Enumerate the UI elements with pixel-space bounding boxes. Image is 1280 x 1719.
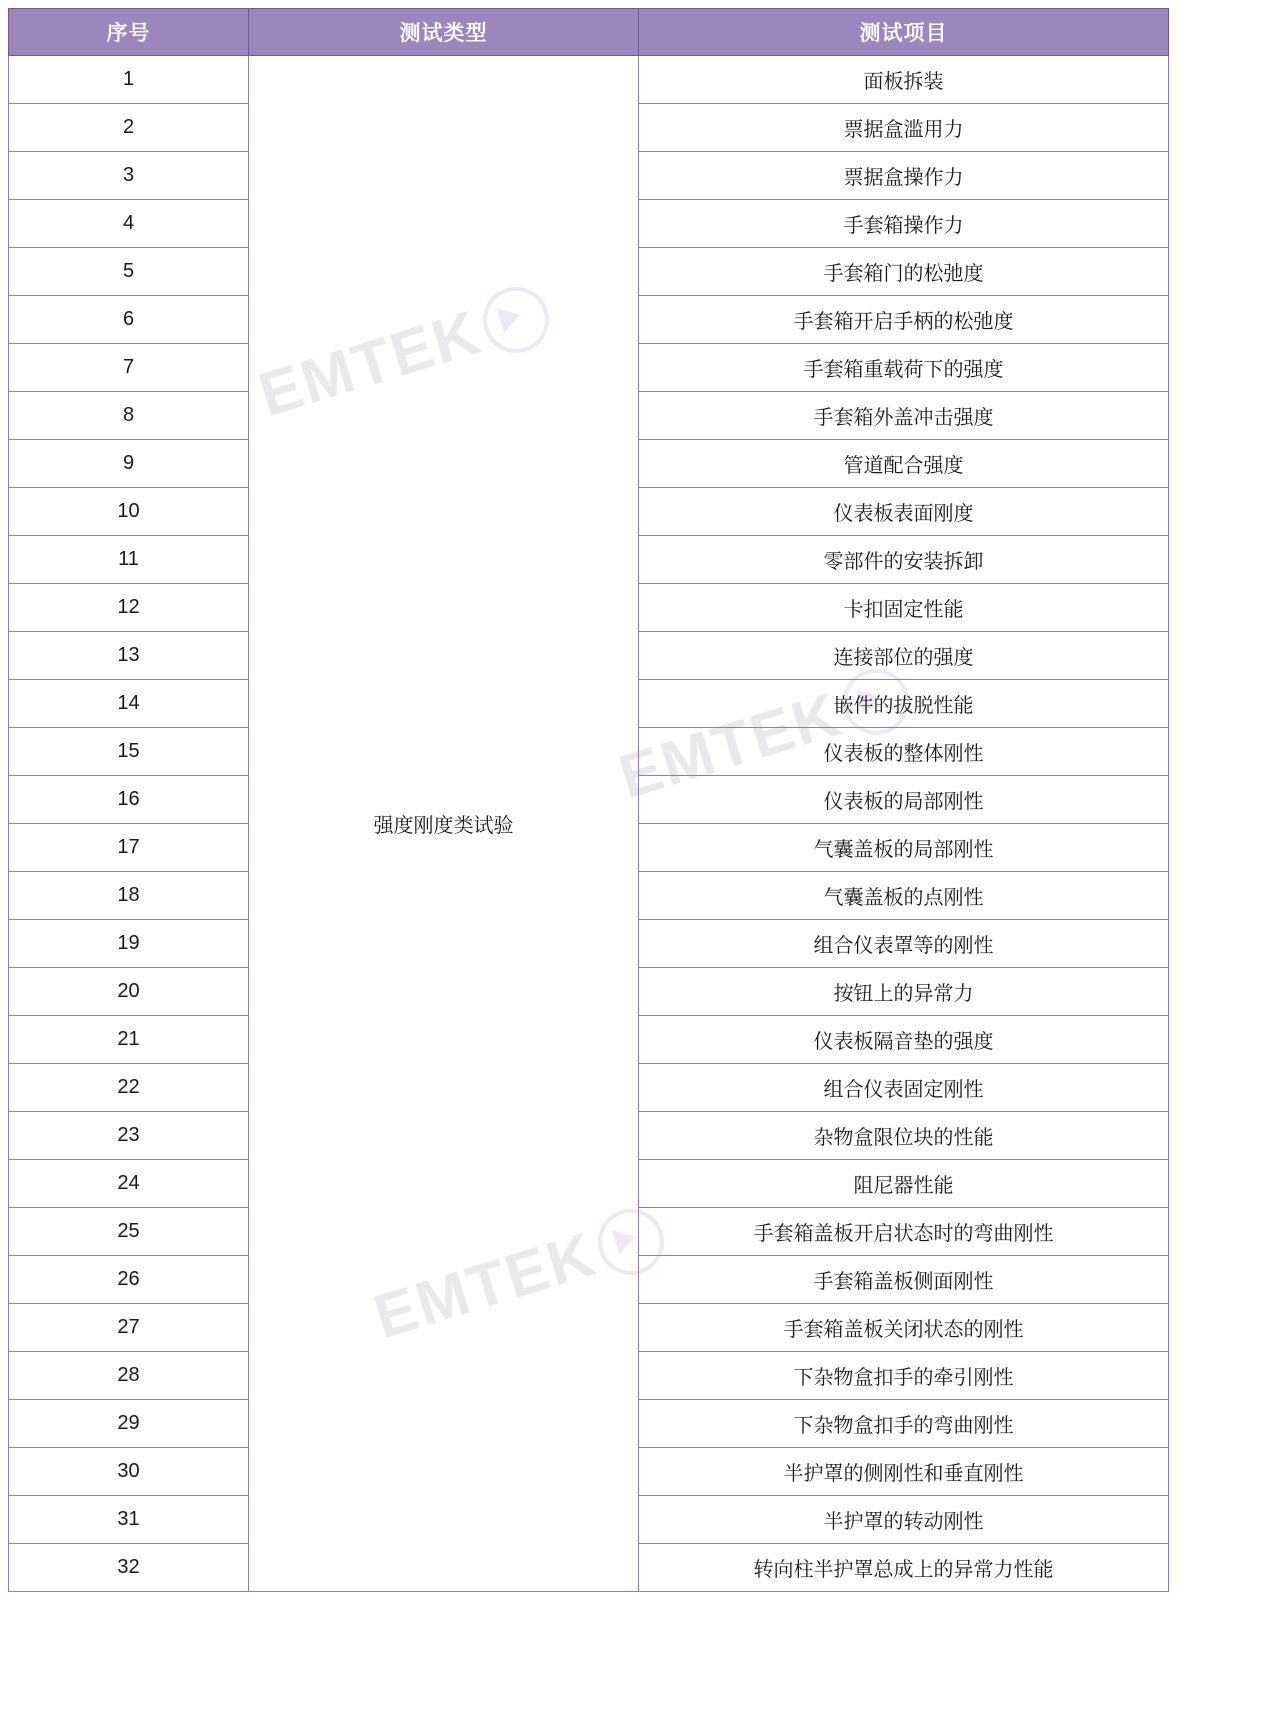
cell-no: 24	[9, 1160, 249, 1208]
cell-no: 11	[9, 536, 249, 584]
cell-test-item: 票据盒操作力	[639, 152, 1169, 200]
cell-test-item: 仪表板表面刚度	[639, 488, 1169, 536]
cell-test-item: 管道配合强度	[639, 440, 1169, 488]
cell-test-type: 强度刚度类试验	[249, 56, 639, 1592]
cell-test-item: 手套箱盖板开启状态时的弯曲刚性	[639, 1208, 1169, 1256]
cell-no: 14	[9, 680, 249, 728]
cell-test-item: 仪表板的整体刚性	[639, 728, 1169, 776]
cell-no: 10	[9, 488, 249, 536]
cell-test-item: 手套箱开启手柄的松弛度	[639, 296, 1169, 344]
cell-no: 5	[9, 248, 249, 296]
table-body	[9, 56, 1169, 1592]
cell-test-item: 手套箱外盖冲击强度	[639, 392, 1169, 440]
cell-test-item: 转向柱半护罩总成上的异常力性能	[639, 1544, 1169, 1592]
watermark-text: EMTEK	[251, 297, 489, 431]
cell-no: 19	[9, 920, 249, 968]
cell-no: 21	[9, 1016, 249, 1064]
cell-test-item: 连接部位的强度	[639, 632, 1169, 680]
cell-no: 27	[9, 1304, 249, 1352]
cell-test-item: 手套箱门的松弛度	[639, 248, 1169, 296]
table-row	[9, 56, 1169, 104]
cell-test-item: 票据盒滥用力	[639, 104, 1169, 152]
cell-test-item: 阻尼器性能	[639, 1160, 1169, 1208]
cell-test-item: 嵌件的拔脱性能	[639, 680, 1169, 728]
cell-no: 17	[9, 824, 249, 872]
cell-test-item: 组合仪表罩等的刚性	[639, 920, 1169, 968]
cell-test-item: 手套箱操作力	[639, 200, 1169, 248]
cell-no: 12	[9, 584, 249, 632]
cell-no: 22	[9, 1064, 249, 1112]
cell-no: 15	[9, 728, 249, 776]
cell-test-item: 按钮上的异常力	[639, 968, 1169, 1016]
cell-no: 31	[9, 1496, 249, 1544]
cell-test-item: 杂物盒限位块的性能	[639, 1112, 1169, 1160]
cell-no: 20	[9, 968, 249, 1016]
cell-no: 16	[9, 776, 249, 824]
cell-test-item: 手套箱盖板侧面刚性	[639, 1256, 1169, 1304]
cell-test-item: 仪表板隔音垫的强度	[639, 1016, 1169, 1064]
cell-test-item: 气囊盖板的局部刚性	[639, 824, 1169, 872]
cell-test-item: 气囊盖板的点刚性	[639, 872, 1169, 920]
cell-no: 4	[9, 200, 249, 248]
cell-test-item: 下杂物盒扣手的牵引刚性	[639, 1352, 1169, 1400]
column-header-type: 测试类型	[249, 9, 639, 56]
cell-no: 25	[9, 1208, 249, 1256]
cell-no: 2	[9, 104, 249, 152]
cell-test-item: 组合仪表固定刚性	[639, 1064, 1169, 1112]
cell-no: 13	[9, 632, 249, 680]
cell-no: 28	[9, 1352, 249, 1400]
cell-no: 8	[9, 392, 249, 440]
cell-no: 3	[9, 152, 249, 200]
cell-no: 1	[9, 56, 249, 104]
watermark-text: EMTEK	[611, 679, 849, 813]
watermark-text: EMTEK	[366, 1219, 604, 1353]
cell-no: 30	[9, 1448, 249, 1496]
cell-test-item: 仪表板的局部刚性	[639, 776, 1169, 824]
cell-test-item: 零部件的安装拆卸	[639, 536, 1169, 584]
cell-no: 6	[9, 296, 249, 344]
cell-test-item: 下杂物盒扣手的弯曲刚性	[639, 1400, 1169, 1448]
cell-test-item: 卡扣固定性能	[639, 584, 1169, 632]
cell-no: 18	[9, 872, 249, 920]
cell-test-item: 半护罩的转动刚性	[639, 1496, 1169, 1544]
cell-test-item: 面板拆装	[639, 56, 1169, 104]
cell-no: 9	[9, 440, 249, 488]
cell-no: 29	[9, 1400, 249, 1448]
cell-no: 26	[9, 1256, 249, 1304]
column-header-no: 序号	[9, 9, 249, 56]
cell-test-item: 手套箱盖板关闭状态的刚性	[639, 1304, 1169, 1352]
cell-test-item: 半护罩的侧刚性和垂直刚性	[639, 1448, 1169, 1496]
test-items-table	[8, 8, 1169, 1592]
cell-no: 23	[9, 1112, 249, 1160]
column-header-item: 测试项目	[639, 9, 1169, 56]
cell-no: 32	[9, 1544, 249, 1592]
table-header-row	[9, 9, 1169, 56]
cell-test-item: 手套箱重载荷下的强度	[639, 344, 1169, 392]
cell-no: 7	[9, 344, 249, 392]
